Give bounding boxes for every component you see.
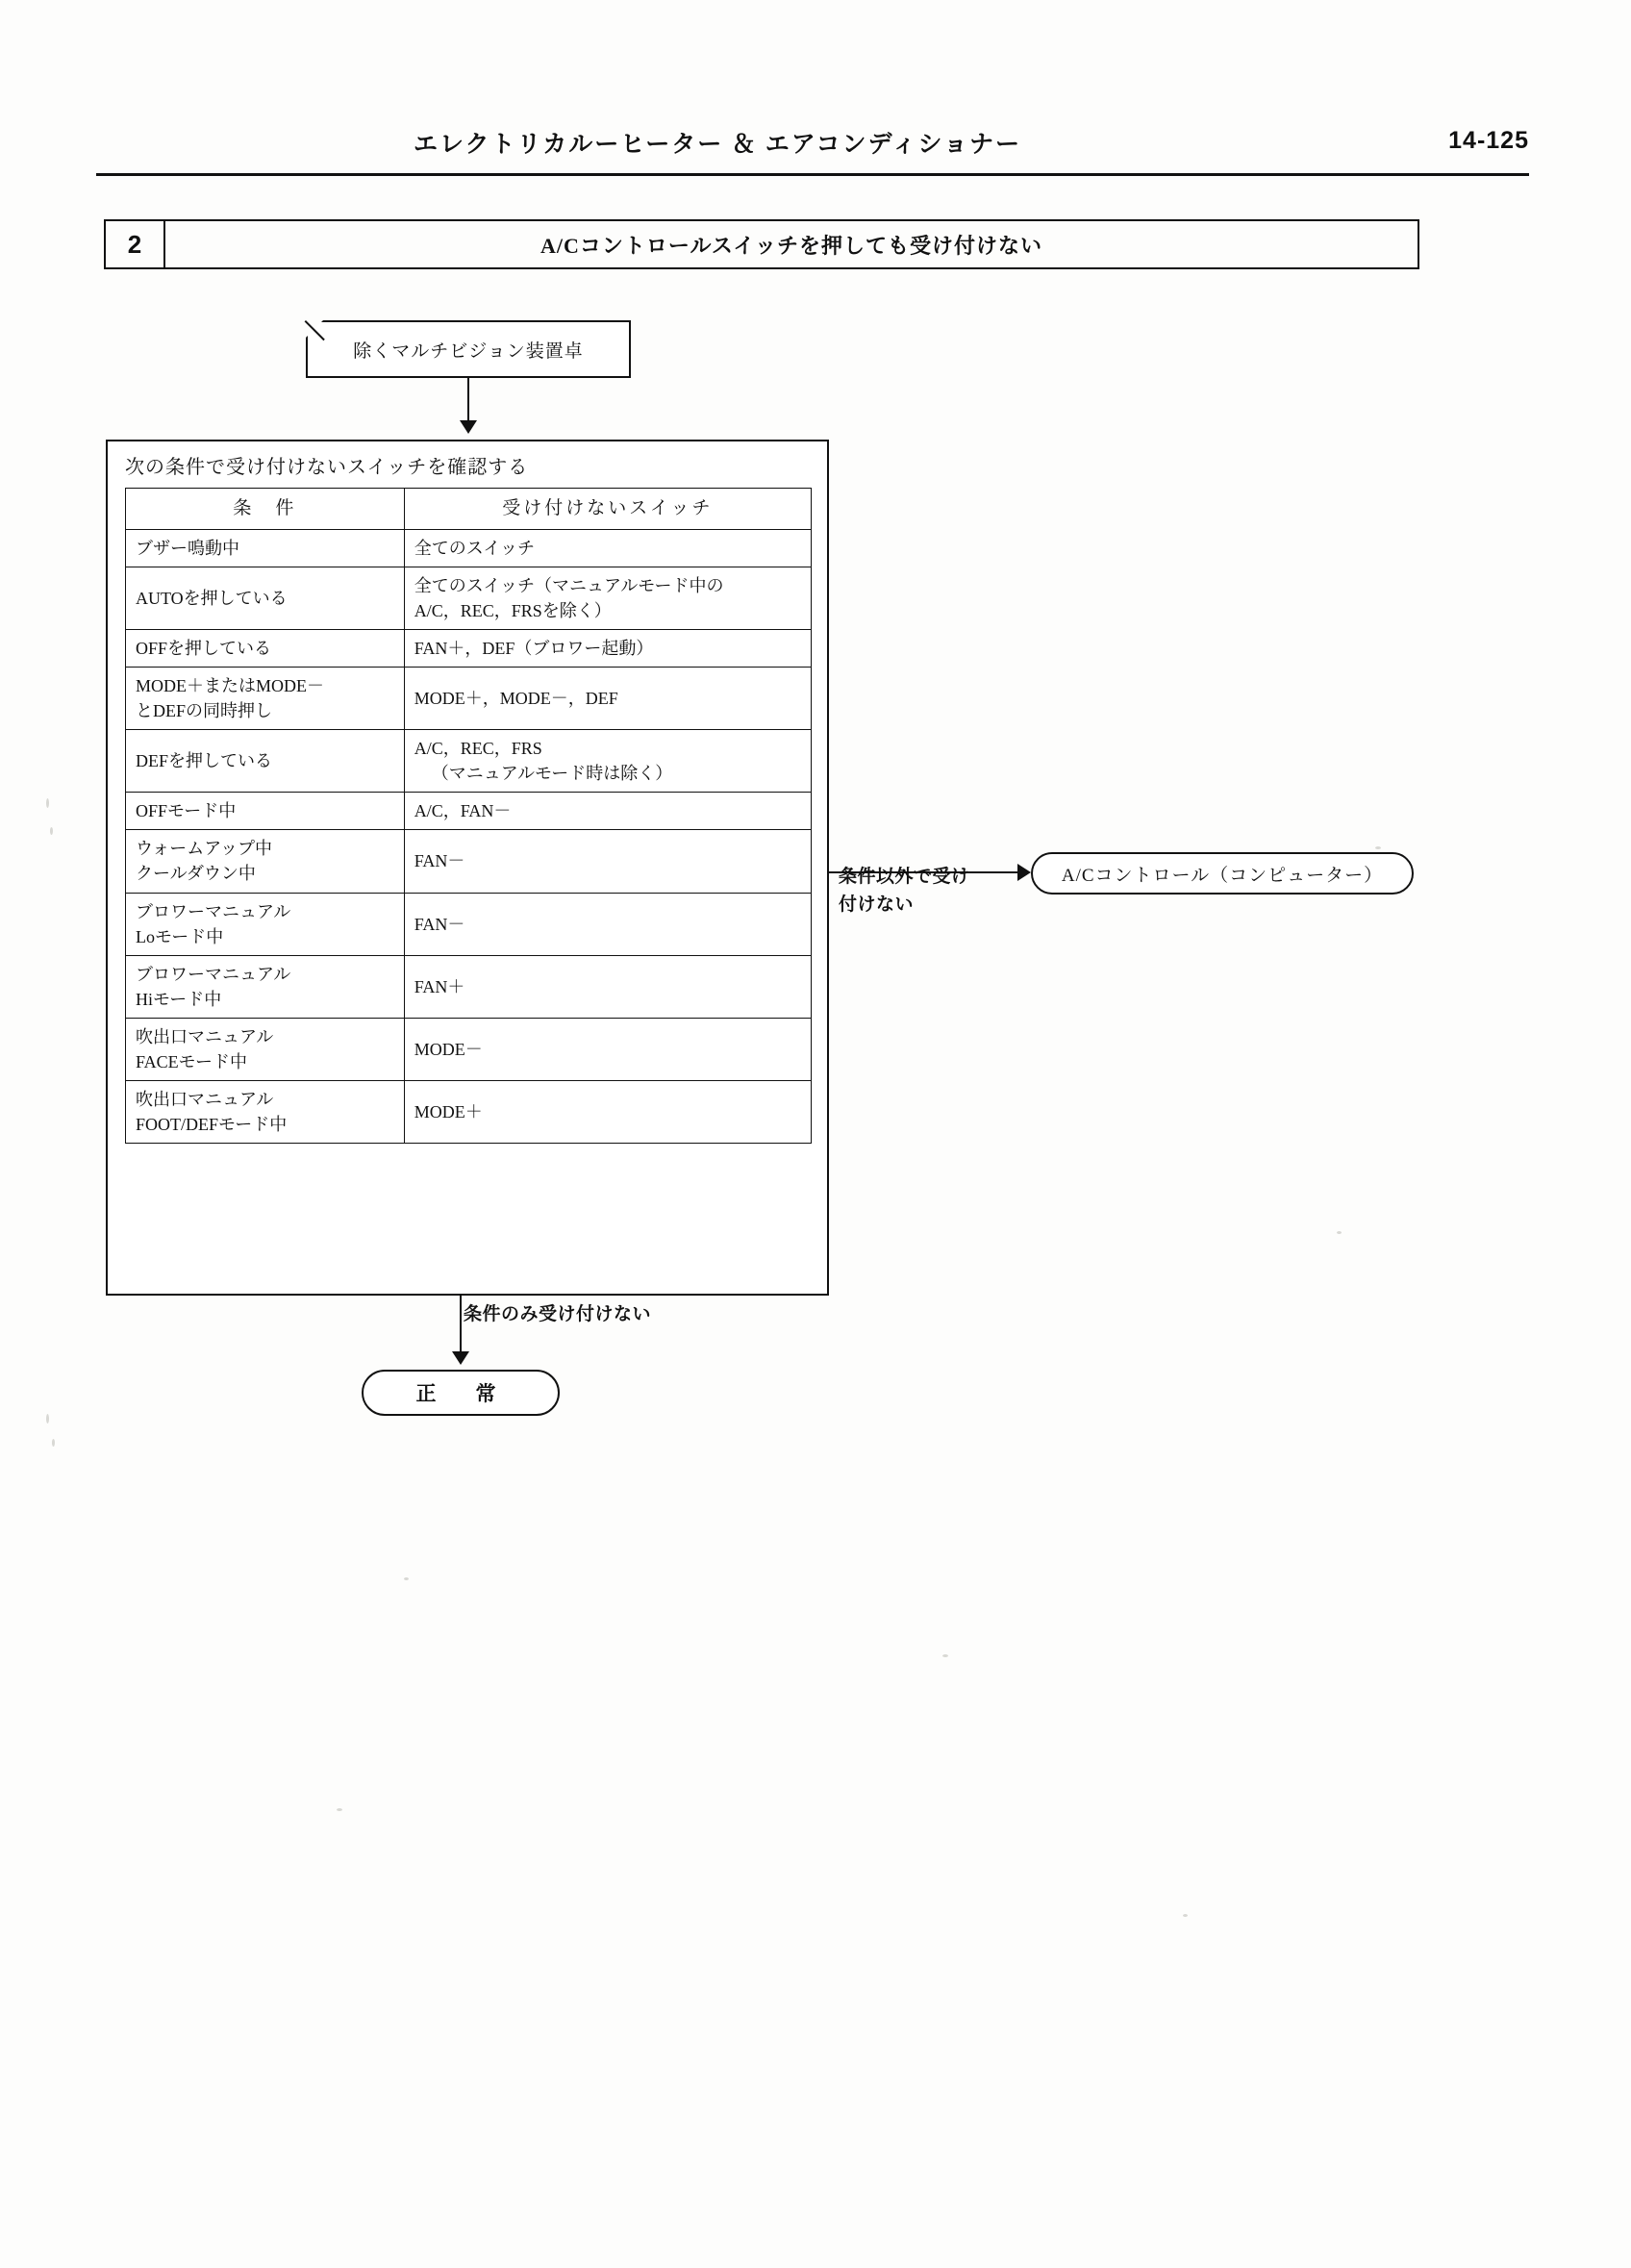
- cell-switches-line1: MODE＋，MODE－，DEF: [414, 688, 618, 708]
- cell-condition-line1: ブザー鳴動中: [136, 538, 239, 558]
- scan-speck: [52, 1439, 55, 1447]
- condition-table: [125, 488, 812, 1144]
- cell-switches-line1: FAN＋: [414, 976, 465, 996]
- connector-box-to-normal: [460, 1296, 462, 1355]
- cell-switches-line1: 全てのスイッチ（マニュアルモード中の: [414, 575, 724, 595]
- table-row: [126, 830, 812, 893]
- section-title-text: A/Cコントロールスイッチを押しても受け付けない: [540, 233, 1042, 258]
- scan-speck: [50, 827, 53, 835]
- arrowhead-flag-to-box: [460, 420, 477, 434]
- cell-condition-line1: 吹出口マニュアル: [136, 1026, 274, 1046]
- table-header-switches: 受け付けないスイッチ: [404, 489, 811, 530]
- cell-switches: [404, 730, 811, 793]
- cell-switches-line1: FAN－: [414, 914, 465, 934]
- section-number: 2: [106, 221, 165, 267]
- cell-condition-line2: FOOT/DEFモード中: [136, 1115, 288, 1135]
- scan-speck: [1375, 846, 1381, 849]
- cell-condition: [126, 667, 405, 729]
- cell-switches: [404, 567, 811, 629]
- cell-condition-line1: OFFを押している: [136, 638, 272, 658]
- section-title-bar: [104, 219, 1419, 269]
- cell-switches: [404, 629, 811, 667]
- cell-condition: [126, 730, 405, 793]
- cell-switches: [404, 529, 811, 567]
- scan-speck: [1337, 1231, 1342, 1234]
- table-header-row: [126, 489, 812, 530]
- table-row: [126, 629, 812, 667]
- header-divider: [96, 173, 1529, 176]
- table-row: [126, 667, 812, 729]
- cell-switches-line2: A/C，REC，FRSを除く）: [414, 600, 612, 620]
- condition-check-box: [106, 440, 829, 1296]
- cell-condition: [126, 529, 405, 567]
- cell-condition-line1: 吹出口マニュアル: [136, 1090, 274, 1110]
- cell-condition: [126, 955, 405, 1018]
- branch-label-else-line2: 付けない: [839, 894, 915, 915]
- cell-switches-line1: A/C，REC，FRS: [414, 739, 542, 759]
- cell-switches: [404, 830, 811, 893]
- node-ac-control: A/Cコントロール（コンピューター）: [1031, 852, 1414, 895]
- branch-label-only: 条件のみ受け付けない: [464, 1304, 652, 1324]
- cell-condition-line1: ウォームアップ中: [136, 839, 273, 859]
- cell-switches: [404, 1081, 811, 1144]
- cell-switches: [404, 793, 811, 830]
- table-row: [126, 1081, 812, 1144]
- cell-condition-line1: AUTOを押している: [136, 588, 288, 608]
- cell-condition-line1: DEFを押している: [136, 751, 273, 771]
- cell-condition-line2: クールダウン中: [136, 864, 256, 884]
- cell-switches-line2: （マニュアルモード時は除く）: [431, 764, 673, 784]
- connector-flag-to-box: [467, 378, 469, 424]
- node-normal: 正 常: [362, 1370, 560, 1416]
- cell-condition: [126, 830, 405, 893]
- cell-condition: [126, 793, 405, 830]
- cell-condition-line2: FACEモード中: [136, 1052, 247, 1072]
- table-row: [126, 1018, 812, 1080]
- table-row: [126, 529, 812, 567]
- page-title: エレクトリカルーヒーター ＆ エアコンディショナー: [414, 132, 1022, 158]
- cell-condition: [126, 893, 405, 955]
- page-header: [96, 125, 1529, 179]
- branch-label-else-line1: 条件以外で受け: [839, 867, 970, 887]
- cell-switches-line1: MODE＋: [414, 1102, 483, 1122]
- arrowhead-box-to-normal: [452, 1351, 469, 1365]
- cell-switches: [404, 1018, 811, 1080]
- cell-condition-line1: ブロワーマニュアル: [136, 901, 291, 921]
- scan-speck: [942, 1654, 948, 1657]
- scan-speck: [337, 1808, 342, 1811]
- scan-speck: [404, 1577, 409, 1580]
- cell-condition: [126, 629, 405, 667]
- cell-condition-line1: OFFモード中: [136, 801, 237, 821]
- scan-speck: [1183, 1914, 1188, 1917]
- table-row: [126, 730, 812, 793]
- cell-switches-line1: FAN－: [414, 851, 465, 871]
- cell-condition: [126, 1018, 405, 1080]
- scan-speck: [46, 1414, 49, 1424]
- cell-switches: [404, 955, 811, 1018]
- cell-condition-line2: Hiモード中: [136, 989, 222, 1009]
- arrowhead-box-to-ac-control: [1017, 864, 1031, 881]
- note-flag-box: [306, 320, 631, 378]
- cell-condition: [126, 1081, 405, 1144]
- cell-switches-line1: FAN＋，DEF（ブロワー起動）: [414, 638, 654, 658]
- table-header-condition: 条 件: [126, 489, 405, 530]
- cell-switches-line1: MODE－: [414, 1040, 483, 1059]
- page-number: 14-125: [1448, 127, 1529, 154]
- table-row: [126, 793, 812, 830]
- table-row: [126, 893, 812, 955]
- table-row: [126, 567, 812, 629]
- table-row: [126, 955, 812, 1018]
- scan-speck: [46, 798, 49, 808]
- cell-switches-line1: 全てのスイッチ: [414, 538, 535, 558]
- condition-check-heading: 次の条件で受け付けないスイッチを確認する: [125, 457, 529, 478]
- cell-condition: [126, 567, 405, 629]
- cell-condition-line1: ブロワーマニュアル: [136, 964, 291, 984]
- branch-label-else: [839, 864, 1012, 919]
- cell-condition-line2: Loモード中: [136, 926, 224, 946]
- cell-condition-line1: MODE＋またはMODE－: [136, 675, 324, 695]
- note-flag-text: 除くマルチビジョン装置卓: [353, 340, 584, 362]
- cell-switches: [404, 667, 811, 729]
- cell-switches: [404, 893, 811, 955]
- cell-condition-line2: とDEFの同時押し: [136, 701, 273, 721]
- cell-switches-line1: A/C，FAN－: [414, 801, 512, 821]
